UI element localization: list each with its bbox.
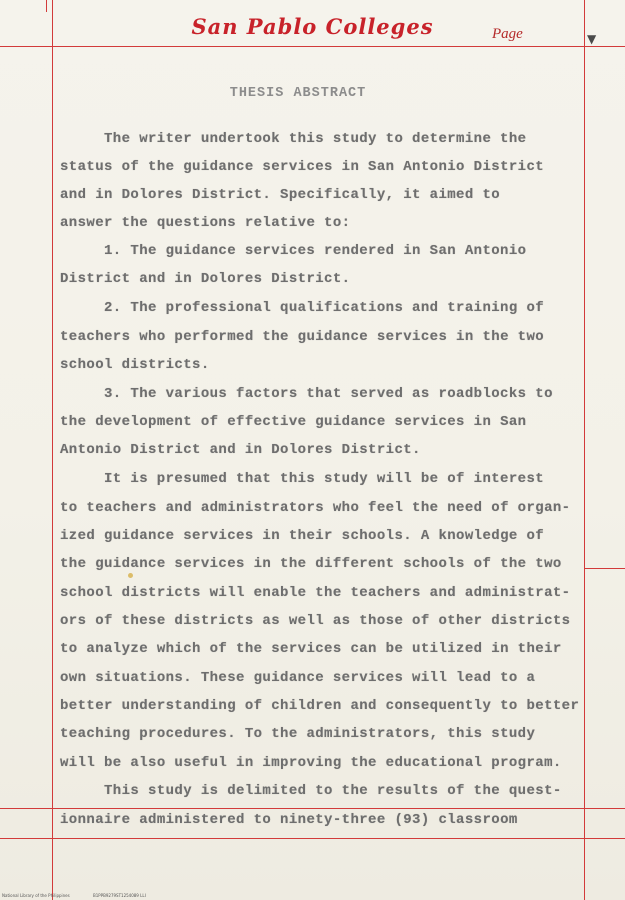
text-line: to analyze which of the services can be utilized in their <box>60 641 562 657</box>
chevron-down-icon[interactable]: ▼ <box>587 32 597 46</box>
text-line: the guidance services in the different schools of the two <box>60 556 562 572</box>
text-line: school districts. <box>60 357 210 373</box>
text-line: school districts will enable the teachers and administrat- <box>60 585 571 601</box>
text-line: the development of effective guidance services in San <box>60 414 527 430</box>
text-line: 1. The guidance services rendered in San Antonio <box>104 243 527 259</box>
bottom-rule-lower <box>0 838 625 839</box>
text-line: District and in Dolores District. <box>60 271 351 287</box>
text-line: 2. The professional qualifications and training of <box>104 300 545 316</box>
text-line: The writer undertook this study to determine the <box>104 131 527 147</box>
text-line: status of the guidance services in San Antonio District <box>60 159 545 175</box>
text-line: ors of these districts as well as those of other districts <box>60 613 571 629</box>
text-line: It is presumed that this study will be of interest <box>104 471 545 487</box>
text-line: ionnaire administered to ninety-three (93) classroom <box>60 812 518 828</box>
right-margin-rule <box>584 0 585 900</box>
left-margin-rule <box>52 0 53 900</box>
top-header-rule <box>0 46 625 47</box>
page-number-label: Page <box>492 26 523 42</box>
text-line: ized guidance services in their schools. A knowledge of <box>60 528 545 544</box>
top-left-tick <box>46 0 47 12</box>
text-line: will be also useful in improving the educational program. <box>60 755 562 771</box>
bottom-rule-upper <box>0 808 625 809</box>
footer-code: B1PPB9279ST1254089 LLI <box>93 893 146 898</box>
text-line: teaching procedures. To the administrators, this study <box>60 726 536 742</box>
text-line: own situations. These guidance services will lead to a <box>60 670 536 686</box>
text-line: Antonio District and in Dolores District. <box>60 442 421 458</box>
text-line: answer the questions relative to: <box>60 215 351 231</box>
page-title: THESIS ABSTRACT <box>229 86 367 101</box>
letterhead-title: San Pablo Colleges <box>191 14 434 39</box>
text-line: This study is delimited to the results of the quest- <box>104 783 562 799</box>
text-line: better understanding of children and consequently to better <box>60 698 580 714</box>
ink-smudge <box>128 573 133 578</box>
text-line: and in Dolores District. Specifically, it aimed to <box>60 187 501 203</box>
footer-credit <box>2 893 168 898</box>
right-margin-tick <box>584 568 625 569</box>
text-line: to teachers and administrators who feel the need of organ- <box>60 500 571 516</box>
text-line: 3. The various factors that served as roadblocks to <box>104 386 553 402</box>
footer-library: National Library of the Philippines <box>2 893 70 898</box>
text-line: teachers who performed the guidance services in the two <box>60 329 545 345</box>
